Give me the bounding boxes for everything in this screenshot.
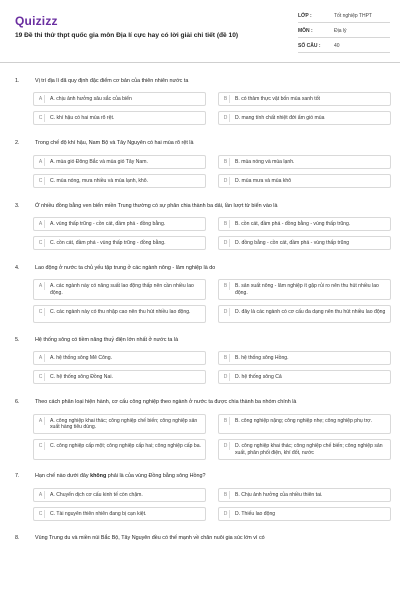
- meta-value: Địa lý: [334, 28, 347, 34]
- question-header: [0, 78, 400, 85]
- option-grid: [33, 488, 400, 521]
- meta-key: SỐ CÂU :: [298, 43, 321, 49]
- option-c[interactable]: [33, 370, 206, 384]
- option-a[interactable]: [33, 488, 206, 502]
- option-letter: A: [37, 158, 45, 166]
- option-b[interactable]: [218, 488, 391, 502]
- option-text: C. cồn cát, đầm phá - vùng thấp trũng - đồng bằng.: [50, 239, 166, 246]
- option-grid: [33, 414, 400, 461]
- option-grid: [33, 217, 400, 250]
- option-c[interactable]: [33, 507, 206, 521]
- option-text: D. hệ thống sông Cả: [235, 374, 282, 381]
- question-text: Vị trí địa lí đã quy định đặc điểm cơ bản của thiên nhiên nước ta: [35, 78, 189, 84]
- question-5: [0, 337, 400, 384]
- option-a[interactable]: [33, 92, 206, 106]
- option-text: A. vùng thấp trũng - cồn cát, đầm phá - đồng bằng.: [50, 220, 166, 227]
- option-a[interactable]: [33, 155, 206, 169]
- question-number: 1.: [15, 78, 20, 84]
- question-1: [0, 78, 400, 125]
- option-text: D. đồng bằng - cồn cát, đầm phá - vùng thấp trũng: [235, 239, 350, 246]
- option-grid: [33, 155, 400, 188]
- option-text: A. công nghiệp khai thác; công nghiệp chế biến; công nghiệp sản xuất hàng tiêu dùng.: [50, 417, 198, 431]
- option-letter: D: [222, 373, 230, 381]
- question-number: 8.: [15, 534, 20, 541]
- option-b[interactable]: [218, 414, 391, 435]
- option-c[interactable]: [33, 174, 206, 188]
- question-header: [0, 265, 400, 272]
- option-letter: C: [37, 510, 45, 518]
- header-divider: [0, 62, 400, 63]
- question-text-post: phải là của vùng Đồng bằng sông Hồng?: [106, 473, 206, 480]
- option-text: C. Tài nguyên thiên nhiên đang bị cạn kiệt.: [50, 510, 147, 517]
- option-text: D. đây là các ngành có cơ cấu đa dạng nên thu hút nhiều lao động: [235, 308, 386, 315]
- option-letter: D: [222, 308, 230, 316]
- option-text: A. mùa gió Đông Bắc và mùa gió Tây Nam.: [50, 158, 148, 165]
- question-text: Vùng Trung du và miền núi Bắc Bộ, Tây Nguyên đều có thế mạnh về chăn nuôi gia súc lớn vì có: [35, 534, 265, 541]
- option-d[interactable]: [218, 111, 391, 125]
- option-b[interactable]: [218, 217, 391, 231]
- option-text: C. khí hậu có hai mùa rõ rệt.: [50, 115, 115, 122]
- question-number: 4.: [15, 264, 20, 271]
- option-c[interactable]: [33, 236, 206, 250]
- option-text: D. công nghiệp khai thác; công nghiệp chế biến; công nghiệp sản xuất, phân phối điện, khí đốt, nước: [235, 443, 383, 457]
- option-b[interactable]: [218, 155, 391, 169]
- question-number: 6.: [15, 399, 20, 406]
- option-grid: [33, 92, 400, 125]
- option-letter: A: [37, 220, 45, 228]
- option-d[interactable]: [218, 370, 391, 384]
- question-4: [0, 265, 400, 323]
- option-text: D. Thiếu lao động: [235, 510, 276, 517]
- question-list: [0, 78, 400, 542]
- question-text: [35, 473, 400, 480]
- question-3: [0, 203, 400, 250]
- meta-value: Tốt nghiệp THPT: [334, 13, 372, 19]
- option-d[interactable]: [218, 305, 391, 323]
- option-text: C. các ngành này có thu nhập cao nên thu hút nhiều lao động.: [50, 308, 191, 315]
- question-text: Hệ thống sông có tiềm năng thuỷ điện lớn nhất ở nước ta là: [35, 336, 179, 343]
- option-letter: D: [222, 239, 230, 247]
- option-letter: D: [222, 114, 230, 122]
- option-letter: C: [37, 239, 45, 247]
- question-text: Ở nhiều đồng bằng ven biển miền Trung thường có sự phân chia thành ba dải, lần lượt từ biển vào là: [35, 202, 278, 209]
- quizizz-logo[interactable]: Quizizz: [15, 14, 58, 28]
- option-letter: C: [37, 114, 45, 122]
- option-letter: B: [222, 158, 230, 166]
- question-text-pre: Hạn chế nào dưới đây: [35, 473, 91, 480]
- question-header: [0, 399, 400, 406]
- option-d[interactable]: [218, 507, 391, 521]
- option-letter: B: [222, 282, 230, 290]
- option-text: B. sản xuất nông - lâm nghiệp ít gặp rủi ro nên thu hút nhiều lao động.: [235, 283, 379, 297]
- option-text: B. mùa nóng và mùa lạnh.: [235, 158, 295, 165]
- question-text: Trong chế độ khí hậu, Nam Bộ và Tây Nguyên có hai mùa rõ rệt là: [35, 140, 194, 147]
- option-letter: B: [222, 417, 230, 425]
- worksheet-header: [0, 0, 400, 62]
- meta-row-count: [298, 40, 390, 53]
- question-number: 2.: [15, 140, 20, 147]
- option-text: B. cồn cát, đầm phá - đồng bằng - vùng thấp trũng.: [235, 220, 351, 227]
- option-b[interactable]: [218, 351, 391, 365]
- option-text: C. hệ thống sông Đồng Nai.: [50, 374, 113, 381]
- option-text: A. chịu ảnh hưởng sâu sắc của biển: [50, 96, 132, 103]
- option-letter: B: [222, 491, 230, 499]
- option-a[interactable]: [33, 279, 206, 300]
- question-header: [0, 473, 400, 480]
- option-text: C. công nghiệp cấp một; công nghiệp cấp hai; công nghiệp cấp ba.: [50, 443, 201, 450]
- option-letter: A: [37, 354, 45, 362]
- option-text: B. có thảm thực vật bốn mùa xanh tốt: [235, 96, 320, 103]
- option-text: C. mùa nóng, mưa nhiều và mùa lạnh, khô.: [50, 177, 148, 184]
- option-text: D. mang tính chất nhiệt đới ẩm gió mùa: [235, 115, 325, 122]
- option-d[interactable]: [218, 236, 391, 250]
- option-a[interactable]: [33, 414, 206, 435]
- question-number: 7.: [15, 473, 20, 480]
- meta-key: LỚP :: [298, 13, 312, 19]
- option-d[interactable]: [218, 174, 391, 188]
- question-text: Lao động ở nước ta chủ yếu tập trung ở các ngành nông - lâm nghiệp là do: [35, 264, 216, 271]
- option-letter: B: [222, 95, 230, 103]
- option-letter: A: [37, 95, 45, 103]
- meta-table: [298, 10, 390, 55]
- option-letter: A: [37, 282, 45, 290]
- meta-row-class: [298, 10, 390, 23]
- option-letter: B: [222, 354, 230, 362]
- question-8: [0, 535, 400, 542]
- option-letter: A: [37, 417, 45, 425]
- option-text: A. hệ thống sông Mê Công.: [50, 355, 113, 362]
- question-number: 5.: [15, 336, 20, 343]
- question-text-emphasis: không: [90, 473, 107, 480]
- option-text: A. Chuyển dịch cơ cấu kinh tế còn chậm.: [50, 491, 143, 498]
- question-number: 3.: [15, 202, 20, 209]
- option-b[interactable]: [218, 279, 391, 300]
- meta-key: MÔN :: [298, 28, 313, 34]
- option-text: B. Chịu ảnh hưởng của nhiều thiên tai.: [235, 491, 323, 498]
- option-text: B. hệ thống sông Hồng.: [235, 355, 289, 362]
- option-letter: C: [37, 442, 45, 450]
- option-c[interactable]: [33, 305, 206, 323]
- option-grid: [33, 351, 400, 384]
- option-letter: C: [37, 177, 45, 185]
- option-c[interactable]: [33, 111, 206, 125]
- option-letter: C: [37, 308, 45, 316]
- option-text: D. mùa mưa và mùa khô: [235, 177, 292, 184]
- option-d[interactable]: [218, 439, 391, 460]
- option-c[interactable]: [33, 439, 206, 460]
- option-grid: [33, 279, 400, 323]
- option-text: B. công nghiệp nặng; công nghiệp nhẹ; công nghiệp phụ trợ.: [235, 417, 373, 424]
- option-letter: D: [222, 510, 230, 518]
- question-header: [0, 140, 400, 147]
- question-header: [0, 535, 400, 542]
- option-letter: A: [37, 491, 45, 499]
- option-b[interactable]: [218, 92, 391, 106]
- document-title: 19 Đề thi thử thpt quốc gia môn Địa lí cực hay có lời giải chi tiết (đề 10): [15, 32, 239, 39]
- question-6: [0, 399, 400, 460]
- option-letter: D: [222, 442, 230, 450]
- meta-value: 40: [334, 43, 340, 49]
- option-letter: B: [222, 220, 230, 228]
- question-2: [0, 140, 400, 187]
- option-text: A. các ngành này có năng suất lao động thấp nên cần nhiều lao động.: [50, 283, 194, 297]
- question-header: [0, 203, 400, 210]
- option-letter: D: [222, 177, 230, 185]
- option-a[interactable]: [33, 351, 206, 365]
- question-text: Theo cách phân loại hiện hành, cơ cấu công nghiệp theo ngành ở nước ta được chia thành ba nhóm chính là: [35, 399, 297, 406]
- question-header: [0, 337, 400, 344]
- option-letter: C: [37, 373, 45, 381]
- meta-row-subject: [298, 25, 390, 38]
- question-7: [0, 473, 400, 520]
- option-a[interactable]: [33, 217, 206, 231]
